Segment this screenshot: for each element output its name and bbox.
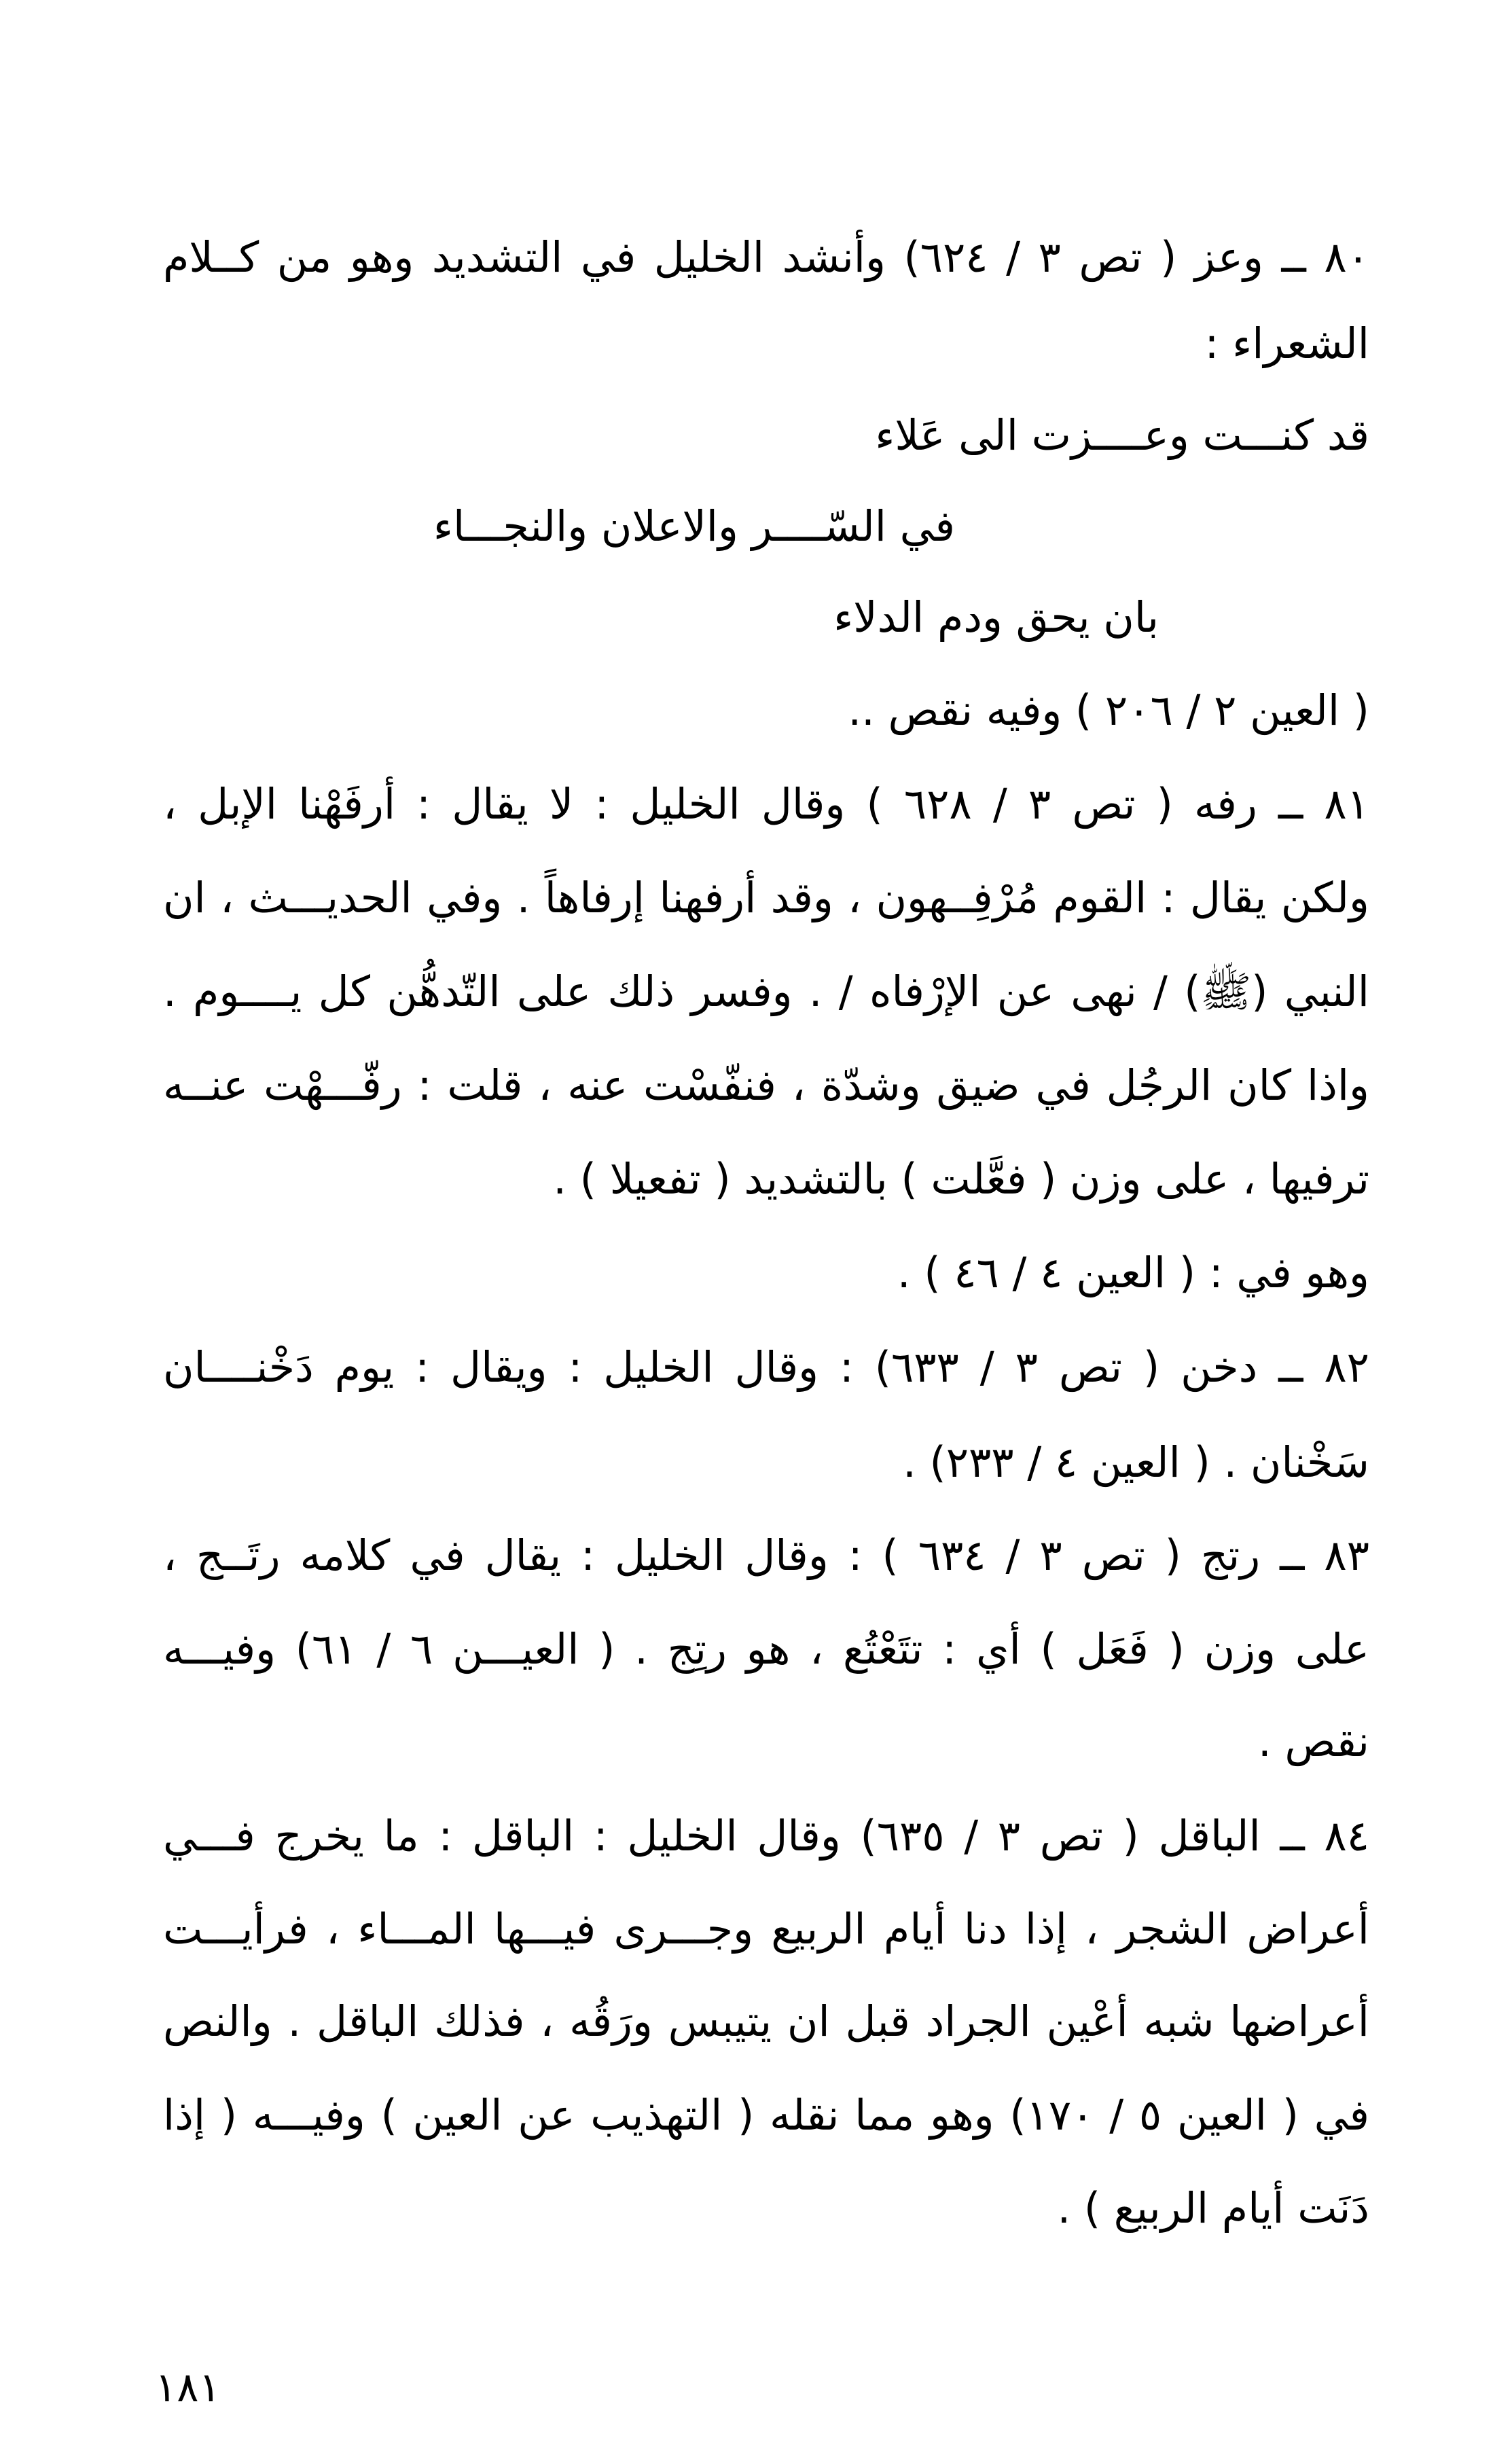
entry-83-line-2: على وزن ( فَعَل ) أي : تتَعْتُع ، هو رتِج . ( العيـــن ٦ / ٦١) وفيـــه: [163, 1624, 1369, 1674]
entry-81-source: وهو في : ( العين ٤ / ٤٦ ) .: [897, 1248, 1369, 1297]
entry-84-line-5: دَنَت أيام الربيع ) .: [1057, 2183, 1369, 2233]
entry-81-line-5: ترفيها ، على وزن ( فعَّلت ) بالتشديد ( تفعيلا ) .: [553, 1154, 1369, 1204]
entry-84-line-1: ٨٤ ــ الباقل ( تص ٣ / ٦٣٥) وقال الخليل : الباقل : ما يخرج فـــي: [163, 1811, 1369, 1861]
entry-81-line-3: النبي (ﷺ) / نهى عن الإرْفاه / . وفسر ذلك على التّدهُّن كل يــــوم .: [163, 967, 1369, 1016]
entry-84-line-2: أعراض الشجر ، إذا دنا أيام الربيع وجـــرى فيـــها المـــاء ، فرأيـــت: [163, 1904, 1369, 1954]
entry-81-line-4: واذا كان الرجُل في ضيق وشدّة ، فنفّسْت عنه ، قلت : رفّـــهْت عنــه: [163, 1060, 1369, 1110]
entry-80-line-2: الشعراء :: [1204, 319, 1369, 368]
entry-80-line-1: ٨٠ ــ وعز ( تص ٣ / ٦٢٤) وأنشد الخليل في التشديد وهو من كــلام: [163, 232, 1369, 282]
poem-verse-2: في السّــــر والاعلان والنجـــاء: [433, 501, 955, 551]
entry-83-line-1: ٨٣ ــ رتج ( تص ٣ / ٦٣٤ ) : وقال الخليل : يقال في كلامه رتَــج ،: [163, 1530, 1369, 1580]
poem-verse-3: بان يحق ودم الدلاء: [833, 592, 1159, 642]
entry-81-line-1: ٨١ ــ رفه ( تص ٣ / ٦٢٨ ) وقال الخليل : لا يقال : أرفَهْنا الإبل ،: [163, 779, 1369, 829]
entry-80-source: ( العين ٢ / ٢٠٦ ) وفيه نقص ..: [848, 685, 1369, 735]
entry-81-line-2: ولكن يقال : القوم مُرْفِــهون ، وقد أرفهنا إرفاهاً . وفي الحديـــث ، ان: [163, 873, 1369, 922]
entry-82-line-2: سَخْنان . ( العين ٤ / ٢٣٣) .: [903, 1437, 1369, 1487]
entry-82-line-1: ٨٢ ــ دخن ( تص ٣ / ٦٣٣) : وقال الخليل : ويقال : يوم دَخْنــــان: [163, 1342, 1369, 1392]
entry-84-line-4: في ( العين ٥ / ١٧٠) وهو مما نقله ( التهذيب عن العين ) وفيـــه ( إذا: [163, 2090, 1369, 2140]
poem-verse-1: قد كنـــت وعــــزت الى عَلاء: [875, 410, 1369, 460]
entry-83-line-3: نقص .: [1258, 1717, 1369, 1766]
page-number: ١٨١: [155, 2364, 221, 2411]
entry-84-line-3: أعراضها شبه أعْين الجراد قبل ان يتيبس ورَقُه ، فذلك الباقل . والنص: [163, 1996, 1369, 2046]
